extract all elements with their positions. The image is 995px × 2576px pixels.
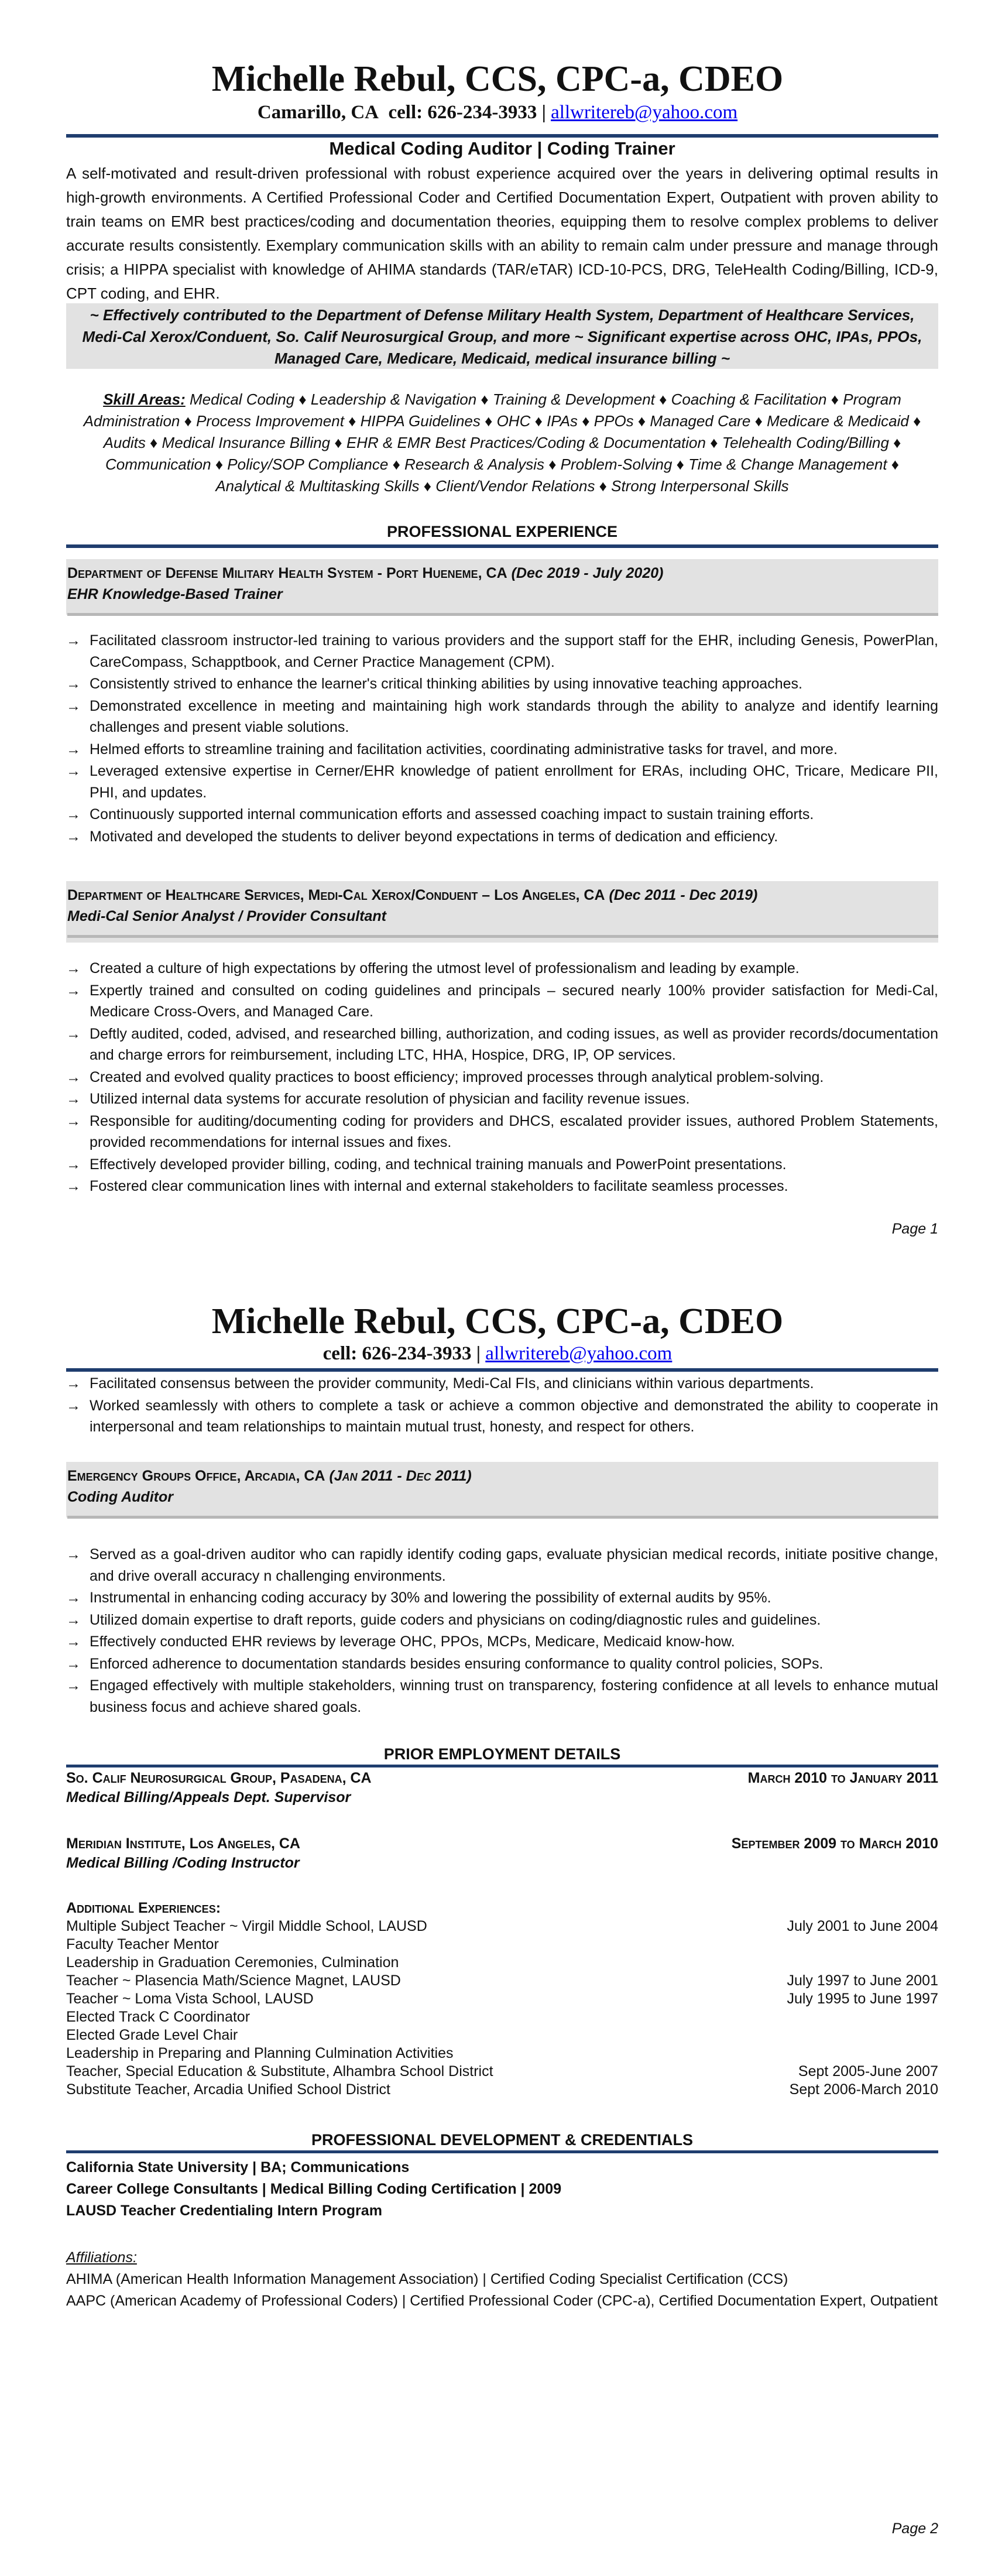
additional-item xyxy=(66,1917,938,1936)
location: Camarillo, CA xyxy=(257,102,379,123)
bullet-item xyxy=(66,1067,938,1088)
additional-item xyxy=(66,2026,938,2044)
arrow-icon: → xyxy=(66,676,81,692)
divider xyxy=(66,1368,938,1372)
bullet-text: Continuously supported internal communication efforts and assessed coaching impact to sustain training efforts. xyxy=(90,806,814,823)
summary: A self-motivated and result-driven professional with robust experience acquired over the years in delivering optimal results in high-growth environments. A Certified Professional Coder and Certified Documentation Expert, Outpatient with proven ability to train teams on EMR best practices/coding and documentation theories, equipping them to resolve complex problems to deliver accurate results consistently. Exemplary communication skills with an ability to remain calm under pressure and manage through crisis; a HIPPA specialist with knowledge of AHIMA standards (TAR/eTAR) ICD-10-PCS, DRG, TeleHealth Coding/Billing, ICD-9, CPT coding, and EHR. xyxy=(66,165,938,302)
arrow-icon: → xyxy=(66,960,81,977)
additional-text: Multiple Subject Teacher ~ Virgil Middle School, LAUSD xyxy=(66,1918,427,1934)
bullet-item xyxy=(66,673,938,695)
bullet-item xyxy=(66,1088,938,1110)
job-org: Department of Healthcare Services, Medi-Cal Xerox/Conduent – Los Angeles, CA xyxy=(67,887,605,903)
additional-item xyxy=(66,2081,938,2099)
credentials-list xyxy=(66,2157,938,2222)
job-bullets xyxy=(66,1373,938,1438)
arrow-icon: → xyxy=(66,697,81,714)
credential: LAUSD Teacher Credentialing Intern Program xyxy=(66,2202,382,2219)
arrow-icon: → xyxy=(66,1068,81,1085)
bullet-text: Fostered clear communication lines with internal and external stakeholders to facilitate seamless processes. xyxy=(90,1178,788,1194)
additional-item xyxy=(66,1990,938,2008)
bullet-text: Created a culture of high expectations by offering the utmost level of professionalism and leading by example. xyxy=(90,960,800,977)
prior-org: Meridian Institute, Los Angeles, CA xyxy=(66,1835,300,1852)
arrow-icon: → xyxy=(66,828,81,845)
professional-title: Medical Coding Auditor | Coding Trainer xyxy=(329,138,675,159)
prior-role: Medical Billing /Coding Instructor xyxy=(66,1855,300,1871)
bullet-item xyxy=(66,739,938,761)
arrow-icon: → xyxy=(66,1112,81,1129)
additional-text: Teacher ~ Loma Vista School, LAUSD xyxy=(66,1991,314,2007)
arrow-icon: → xyxy=(66,1178,81,1194)
bullet-item xyxy=(66,1544,938,1587)
additional-text: Faculty Teacher Mentor xyxy=(66,1936,219,1952)
additional-text: Elected Track C Coordinator xyxy=(66,2009,251,2025)
additional-text: Teacher, Special Education & Substitute, Alhambra School District xyxy=(66,2063,493,2080)
additional-dates: July 1997 to June 2001 xyxy=(787,1972,938,1989)
arrow-icon: → xyxy=(66,1655,81,1672)
additional-text: Substitute Teacher, Arcadia Unified School District xyxy=(66,2081,390,2098)
bullet-item xyxy=(66,1373,938,1395)
bullet-text: Motivated and developed the students to deliver beyond expectations in terms of dedication and efficiency. xyxy=(90,828,778,845)
prior-role: Medical Billing/Appeals Dept. Supervisor xyxy=(66,1789,351,1806)
bullet-item xyxy=(66,1154,938,1176)
section-heading-experience: PROFESSIONAL EXPERIENCE xyxy=(386,523,618,540)
skill-areas-list: Medical Coding ♦ Leadership & Navigation ♦ Training & Development ♦ Coaching & Facilitation ♦ Program Administration ♦ Process Improvement ♦ HIPPA Guidelines ♦ OHC ♦ IPAs ♦ PPOs ♦ Managed Care ♦ Medicare & Medicaid ♦ Audits ♦ Medical Insurance Billing ♦ EHR & EMR Best Practices/Coding & Documentation ♦ Telehealth Coding/Billing ♦ Communication ♦ Policy/SOP Compliance ♦ Research & Analysis ♦ Problem-Solving ♦ Time & Change Management ♦ Analytical & Multitasking Skills ♦ Client/Vendor Relations ♦ Strong Interpersonal Skills xyxy=(83,390,921,495)
arrow-icon: → xyxy=(66,1025,81,1042)
credential: California State University | BA; Communications xyxy=(66,2159,410,2176)
credential: Career College Consultants | Medical Billing Coding Certification | 2009 xyxy=(66,2181,562,2197)
additional-item xyxy=(66,1936,938,1954)
affiliations xyxy=(66,2247,938,2312)
bullet-item xyxy=(66,804,938,825)
job-header xyxy=(66,1462,938,1517)
job-dates: (Dec 2019 - July 2020) xyxy=(511,565,664,581)
highlight-box: ~ Effectively contributed to the Department of Defense Military Health System, Department of Healthcare Services, Medi-Cal Xerox/Conduent, So. Calif Neurosurgical Group, and more ~ Significant expertise across OHC, IPAs, PPOs, Managed Care, Medicare, Medicaid, medical insurance billing ~ xyxy=(66,303,938,369)
bullet-text: Expertly trained and consulted on coding guidelines and principals – secured nearly 100% provider satisfaction for Medi-Cal, Medicare Cross-Overs, and Managed Care. xyxy=(90,982,938,1020)
contact-line xyxy=(0,1342,995,1365)
cell-phone: cell: 626-234-3933 xyxy=(322,1343,472,1364)
divider xyxy=(66,544,938,548)
bullet-text: Responsible for auditing/documenting coding for providers and DHCS, escalated provider issues, authored Problem Statements, provided recommendations for internal issues and fixes. xyxy=(90,1112,938,1150)
bullet-item xyxy=(66,1587,938,1609)
prior-job xyxy=(66,1835,938,1873)
arrow-icon: → xyxy=(66,1546,81,1563)
bullet-item xyxy=(66,1176,938,1197)
bullet-text: Facilitated classroom instructor-led training to various providers and the support staff for the EHR, including Genesis, PowerPlan, CareCompass, Schapptbook, and Cerner Practice Management (CPM). xyxy=(90,632,938,670)
bullet-text: Leveraged extensive expertise in Cerner/EHR knowledge of patient enrollment for ERAs, including OHC, Tricare, Medicare PII, PHI, and updates. xyxy=(90,763,938,801)
arrow-icon: → xyxy=(66,1156,81,1173)
arrow-icon: → xyxy=(66,763,81,779)
bullet-item xyxy=(66,980,938,1023)
job-bullets xyxy=(66,630,938,848)
job-bullets xyxy=(66,958,938,1198)
bullet-text: Demonstrated excellence in meeting and maintaining high work standards through the ability to analyze and identify learning challenges and present viable solutions. xyxy=(90,697,938,735)
affiliations-label: Affiliations: xyxy=(66,2249,137,2266)
bullet-item xyxy=(66,1395,938,1438)
skill-areas-label: Skill Areas: xyxy=(103,390,186,408)
bullet-text: Served as a goal-driven auditor who can rapidly identify coding gaps, evaluate physician medical records, initiate positive change, and drive overall accuracy n challenging environments. xyxy=(90,1546,938,1584)
candidate-name: Michelle Rebul, CCS, CPC-a, CDEO xyxy=(211,1301,784,1341)
prior-org: So. Calif Neurosurgical Group, Pasadena, CA xyxy=(66,1770,372,1786)
bullet-text: Consistently strived to enhance the learner's critical thinking abilities by using innovative teaching approaches. xyxy=(90,676,802,692)
bullet-text: Worked seamlessly with others to complete a task or achieve a common objective and demonstrated the ability to cooperate in interpersonal and team relationships to maintain mutual trust, honesty, and respect for others. xyxy=(90,1397,938,1435)
bullet-item xyxy=(66,1653,938,1675)
prior-job xyxy=(66,1769,938,1807)
separator: | xyxy=(541,102,546,123)
additional-item xyxy=(66,1972,938,1990)
arrow-icon: → xyxy=(66,982,81,999)
affiliation: AHIMA (American Health Information Management Association) | Certified Coding Specialist Certification (CCS) xyxy=(66,2271,788,2287)
skill-areas xyxy=(66,389,938,497)
job-bullets xyxy=(66,1544,938,1718)
bullet-item xyxy=(66,630,938,673)
arrow-icon: → xyxy=(66,1611,81,1628)
divider xyxy=(66,2150,938,2153)
additional-dates: Sept 2006-March 2010 xyxy=(789,2081,938,2098)
bullet-text: Effectively conducted EHR reviews by leverage OHC, PPOs, MCPs, Medicare, Medicaid know-how. xyxy=(90,1633,735,1650)
email-link[interactable]: allwritereb@yahoo.com xyxy=(485,1343,673,1364)
bullet-text: Utilized internal data systems for accurate resolution of physician and facility revenue issues. xyxy=(90,1091,690,1107)
job-header xyxy=(66,559,938,615)
bullet-item xyxy=(66,696,938,738)
bullet-text: Deftly audited, coded, advised, and researched billing, authorization, and coding issues, as well as provider records/documentation and charge errors for reimbursement, including LTC, HHA, Hospice, DRG, IP, OP services. xyxy=(90,1025,938,1063)
bullet-text: Enforced adherence to documentation standards besides ensuring conformance to quality control policies, SOPs. xyxy=(90,1655,824,1672)
bullet-text: Instrumental in enhancing coding accuracy by 30% and lowering the possibility of external audits by 95%. xyxy=(90,1590,771,1606)
bullet-item xyxy=(66,1631,938,1653)
additional-experiences xyxy=(66,1899,938,2099)
job-role: Coding Auditor xyxy=(67,1489,173,1505)
cell-phone: cell: 626-234-3933 xyxy=(388,102,537,123)
bullet-text: Utilized domain expertise to draft reports, guide coders and physicians on coding/diagnostic rules and guidelines. xyxy=(90,1611,821,1628)
additional-item xyxy=(66,2063,938,2081)
job-role: EHR Knowledge-Based Trainer xyxy=(67,586,283,602)
contact-line xyxy=(0,101,995,124)
prior-dates: March 2010 to January 2011 xyxy=(747,1770,938,1786)
arrow-icon: → xyxy=(66,1677,81,1694)
bullet-item xyxy=(66,761,938,803)
bullet-text: Engaged effectively with multiple stakeholders, winning trust on transparency, fostering confidence at all levels to enhance mutual business focus and achieve shared goals. xyxy=(90,1677,938,1715)
arrow-icon: → xyxy=(66,1375,81,1392)
additional-item xyxy=(66,2044,938,2063)
bullet-item xyxy=(66,958,938,979)
divider xyxy=(67,1516,938,1519)
divider xyxy=(67,613,938,616)
bullet-text: Effectively developed provider billing, coding, and technical training manuals and PowerPoint presentations. xyxy=(90,1156,787,1173)
job-org: Emergency Groups Office, Arcadia, CA xyxy=(67,1468,325,1484)
candidate-name: Michelle Rebul, CCS, CPC-a, CDEO xyxy=(211,59,784,99)
affiliation: AAPC (American Academy of Professional Coders) | Certified Professional Coder (CPC-a), Certified Documentation Expert, Outpatient xyxy=(66,2293,938,2309)
bullet-item xyxy=(66,1675,938,1718)
arrow-icon: → xyxy=(66,1590,81,1606)
arrow-icon: → xyxy=(66,1633,81,1650)
bullet-item xyxy=(66,826,938,848)
prior-dates: September 2009 to March 2010 xyxy=(731,1835,938,1852)
bullet-item xyxy=(66,1023,938,1066)
arrow-icon: → xyxy=(66,1397,81,1414)
job-dates: (Jan 2011 - Dec 2011) xyxy=(329,1468,472,1484)
section-heading-prior: PRIOR EMPLOYMENT DETAILS xyxy=(383,1745,621,1763)
section-heading-credentials: PROFESSIONAL DEVELOPMENT & CREDENTIALS xyxy=(311,2131,694,2149)
additional-label: Additional Experiences: xyxy=(66,1900,221,1916)
additional-text: Leadership in Preparing and Planning Culmination Activities xyxy=(66,2045,454,2061)
additional-dates: Sept 2005-June 2007 xyxy=(798,2063,938,2080)
bullet-item xyxy=(66,1609,938,1631)
job-org: Department of Defense Military Health System - Port Hueneme, CA xyxy=(67,565,507,581)
bullet-item xyxy=(66,1111,938,1153)
page-number: Page 2 xyxy=(891,2520,938,2537)
additional-dates: July 1995 to June 1997 xyxy=(787,1991,938,2007)
additional-item xyxy=(66,2008,938,2026)
bullet-text: Helmed efforts to streamline training and facilitation activities, coordinating administrative tasks for travel, and more. xyxy=(90,741,838,758)
additional-text: Leadership in Graduation Ceremonies, Culmination xyxy=(66,1954,399,1971)
page-number: Page 1 xyxy=(891,1221,938,1237)
additional-text: Teacher ~ Plasencia Math/Science Magnet, LAUSD xyxy=(66,1972,401,1989)
additional-dates: July 2001 to June 2004 xyxy=(787,1918,938,1934)
additional-text: Elected Grade Level Chair xyxy=(66,2027,238,2043)
arrow-icon: → xyxy=(66,1091,81,1107)
job-header xyxy=(66,881,938,943)
job-role: Medi-Cal Senior Analyst / Provider Consultant xyxy=(67,908,386,924)
additional-item xyxy=(66,1954,938,1972)
arrow-icon: → xyxy=(66,741,81,758)
divider xyxy=(67,935,938,938)
separator: | xyxy=(476,1343,481,1364)
bullet-text: Facilitated consensus between the provider community, Medi-Cal FIs, and clinicians within various departments. xyxy=(90,1375,814,1392)
arrow-icon: → xyxy=(66,806,81,823)
arrow-icon: → xyxy=(66,632,81,649)
bullet-text: Created and evolved quality practices to boost efficiency; improved processes through analytical problem-solving. xyxy=(90,1068,824,1085)
job-dates: (Dec 2011 - Dec 2019) xyxy=(609,887,758,903)
divider xyxy=(66,1765,938,1767)
email-link[interactable]: allwritereb@yahoo.com xyxy=(551,102,738,123)
